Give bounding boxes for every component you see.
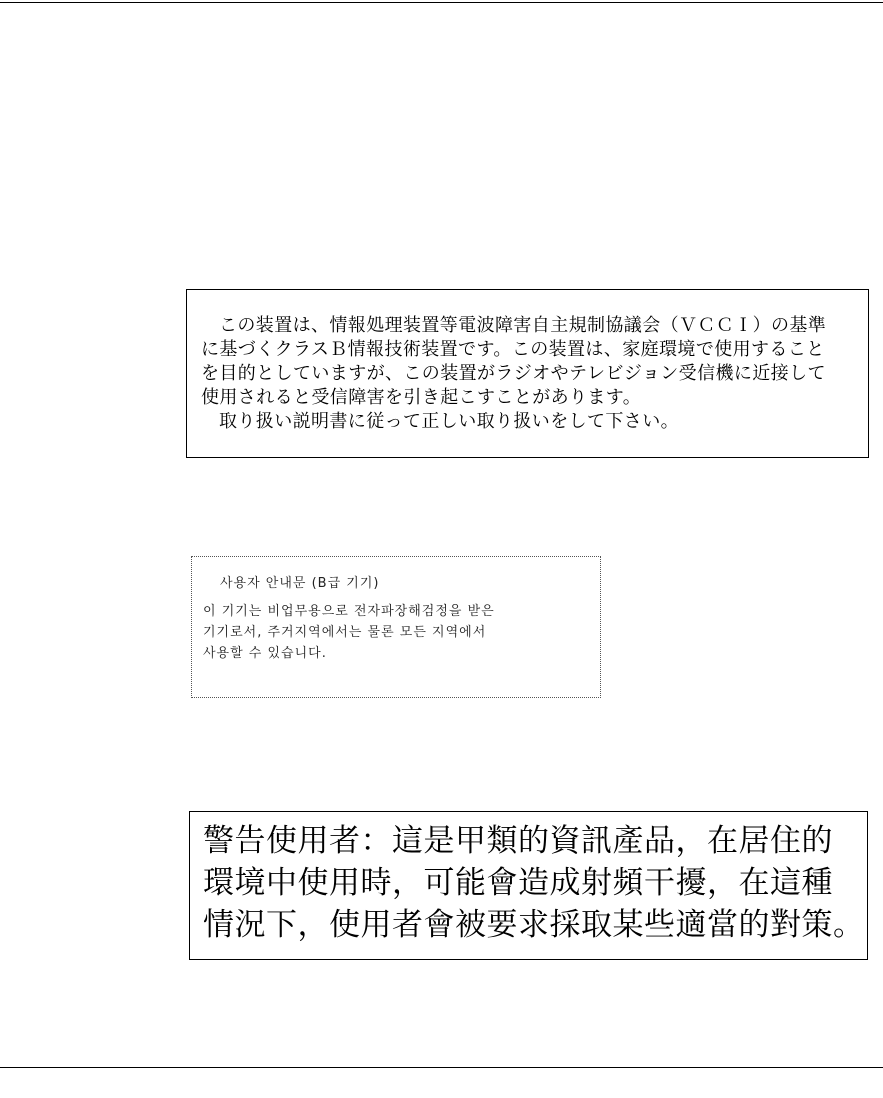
vcci-notice-line: この装置は、情報処理装置等電波障害自主規制協議会（ＶＣＣＩ）の基準 [219, 315, 827, 336]
bsmi-notice-line: 環境中使用時，可能會造成射頻干擾，在這種 [203, 865, 833, 901]
korea-notice-title: 사용자 안내문 (B급 기기) [220, 576, 380, 591]
korea-notice-line: 사용할 수 있습니다. [203, 646, 327, 661]
vcci-notice-line: 使用されると受信障害を引き起こすことがあります。 [201, 387, 642, 408]
bsmi-notice-line: 警告使用者：這是甲類的資訊產品，在居住的 [203, 823, 833, 859]
korea-class-notice [191, 556, 601, 698]
korea-notice-line: 기기로서, 주거지역에서는 물론 모든 지역에서 [203, 625, 487, 640]
bsmi-taiwan-notice [189, 811, 868, 960]
vcci-japan-notice [186, 289, 869, 458]
vcci-notice-line: に基づくクラスＢ情報技術装置です。この装置は、家庭環境で使用すること [201, 339, 825, 360]
korea-notice-line: 이 기기는 비업무용으로 전자파장해검정을 받은 [203, 604, 495, 619]
bsmi-notice-line: 情況下，使用者會被要求採取某些適當的對策。 [203, 907, 865, 943]
vcci-notice-line: 取り扱い説明書に従って正しい取り扱いをして下さい。 [219, 411, 679, 432]
vcci-notice-line: を目的としていますが、この装置がラジオやテレビジョン受信機に近接して [201, 363, 826, 384]
footer-rule [0, 1067, 883, 1068]
header-rule [0, 2, 883, 3]
